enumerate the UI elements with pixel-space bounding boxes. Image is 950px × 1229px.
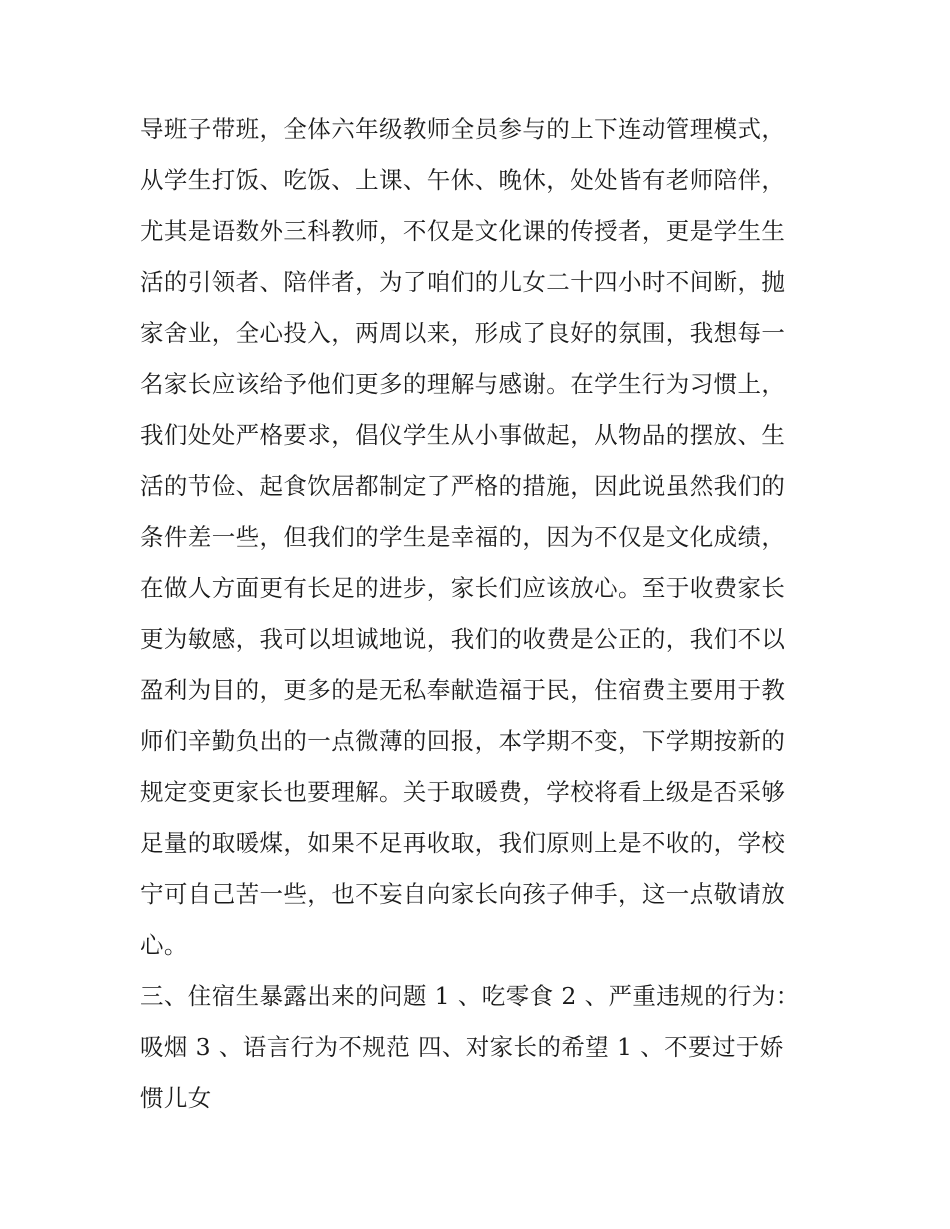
text-line: 吸烟 3 、语言行为不规范 四、对家长的希望 1 、不要过于娇: [140, 1033, 784, 1061]
text-line: 尤其是语数外三科教师，不仅是文化课的传授者，更是学生生: [140, 217, 786, 245]
text-line: 在做人方面更有长足的进步，家长们应该放心。至于收费家长: [140, 574, 786, 602]
text-line: 盈利为目的，更多的是无私奉献造福于民，住宿费主要用于教: [140, 676, 786, 704]
text-line: 活的引领者、陪伴者，为了咱们的儿女二十四小时不间断，抛: [140, 268, 786, 296]
text-line: 条件差一些，但我们的学生是幸福的，因为不仅是文化成绩，: [140, 523, 786, 551]
body-text: [140, 104, 830, 1124]
text-line: 更为敏感，我可以坦诚地说，我们的收费是公正的，我们不以: [140, 625, 786, 653]
text-line: 我们处处严格要求，倡仪学生从小事做起，从物品的摆放、生: [140, 421, 786, 449]
text-line: 心。: [140, 931, 188, 959]
text-line: 家舍业，全心投入，两周以来，形成了良好的氛围，我想每一: [140, 319, 786, 347]
text-line: 导班子带班，全体六年级教师全员参与的上下连动管理模式，: [140, 115, 786, 143]
text-line: 足量的取暖煤，如果不足再收取，我们原则上是不收的，学校: [140, 829, 786, 857]
text-line: 惯儿女: [140, 1084, 212, 1112]
section-heading-line: 三、住宿生暴露出来的问题 1 、吃零食 2 、严重违规的行为：: [140, 982, 800, 1010]
text-line: 规定变更家长也要理解。关于取暖费，学校将看上级是否采够: [140, 778, 786, 806]
text-line: 师们辛勤负出的一点微薄的回报，本学期不变，下学期按新的: [140, 727, 786, 755]
text-line: 从学生打饭、吃饭、上课、午休、晚休，处处皆有老师陪伴，: [140, 166, 786, 194]
text-line: 宁可自己苦一些，也不妄自向家长向孩子伸手，这一点敬请放: [140, 880, 786, 908]
text-line: 名家长应该给予他们更多的理解与感谢。在学生行为习惯上，: [140, 370, 786, 398]
text-line: 活的节俭、起食饮居都制定了严格的措施，因此说虽然我们的: [140, 472, 786, 500]
